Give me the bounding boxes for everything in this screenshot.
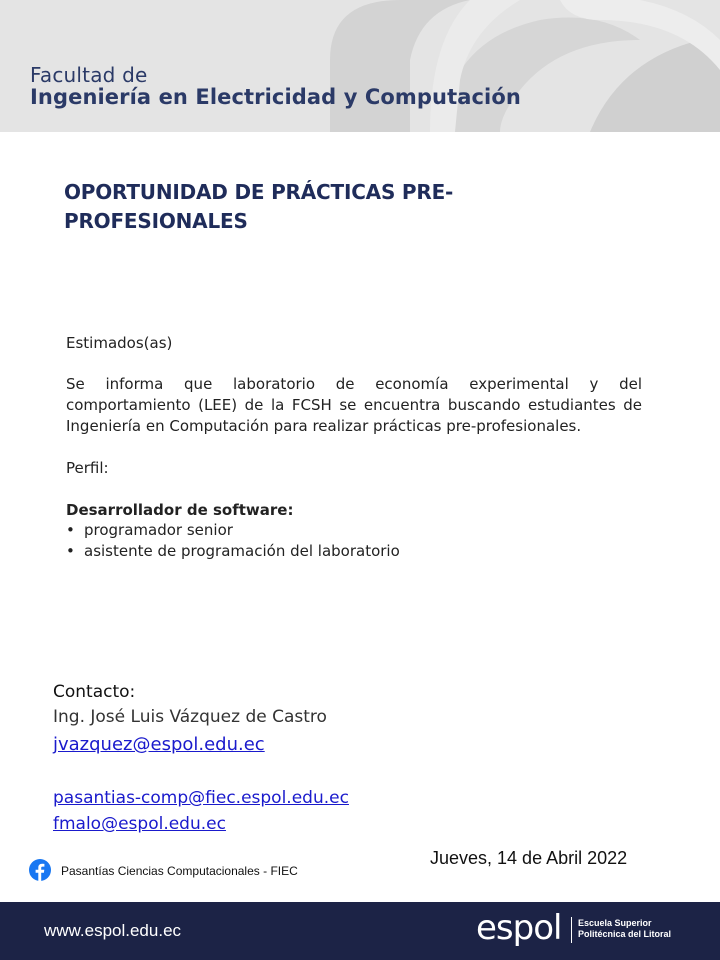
logo-subtitle bbox=[578, 918, 698, 940]
facebook-icon[interactable] bbox=[29, 859, 51, 881]
contact-name: Ing. José Luis Vázquez de Castro bbox=[53, 707, 327, 727]
footer-bar bbox=[0, 902, 720, 960]
email-link-fmalo[interactable]: fmalo@espol.edu.ec bbox=[53, 814, 226, 834]
facebook-page-label[interactable]: Pasantías Ciencias Computacionales - FIEC bbox=[61, 864, 298, 878]
email-link-primary[interactable]: jvazquez@espol.edu.ec bbox=[53, 734, 265, 755]
list-item bbox=[66, 541, 400, 562]
website-link[interactable]: www.espol.edu.ec bbox=[44, 921, 182, 940]
logo-subtitle-line-2: Politécnica del Litoral bbox=[578, 929, 672, 939]
publication-date: Jueves, 14 de Abril 2022 bbox=[430, 848, 628, 868]
list-item-label: programador senior bbox=[84, 521, 233, 539]
list-item-label: asistente de programación del laboratorio bbox=[84, 542, 400, 560]
logo-subtitle-line-1: Escuela Superior bbox=[578, 918, 652, 928]
greeting: Estimados(as) bbox=[66, 334, 173, 352]
bullet-icon: • bbox=[66, 542, 75, 560]
logo-divider bbox=[571, 917, 572, 943]
notice-paragraph: Se informa que laboratorio de economía experimental y del comportamiento (LEE) de la FCSH se encuentra buscando estudiantes de Ingeniería en Computación para realizar prácticas pre-profesionales. bbox=[66, 375, 642, 435]
notice-title: OPORTUNIDAD DE PRÁCTICAS PRE-PROFESIONALES bbox=[64, 180, 454, 233]
role-list bbox=[66, 520, 400, 562]
bullet-icon: • bbox=[66, 521, 75, 539]
profile-label: Perfil: bbox=[66, 459, 109, 477]
list-item bbox=[66, 520, 400, 541]
faculty-line-1: Facultad de bbox=[30, 63, 148, 87]
email-link-pasantias[interactable]: pasantias-comp@fiec.espol.edu.ec bbox=[53, 788, 349, 808]
contact-label: Contacto: bbox=[53, 682, 136, 702]
role-title: Desarrollador de software: bbox=[66, 501, 294, 519]
faculty-line-2: Ingeniería en Electricidad y Computación bbox=[30, 85, 521, 109]
espol-logo: espol bbox=[476, 908, 562, 948]
header-banner bbox=[0, 0, 720, 132]
